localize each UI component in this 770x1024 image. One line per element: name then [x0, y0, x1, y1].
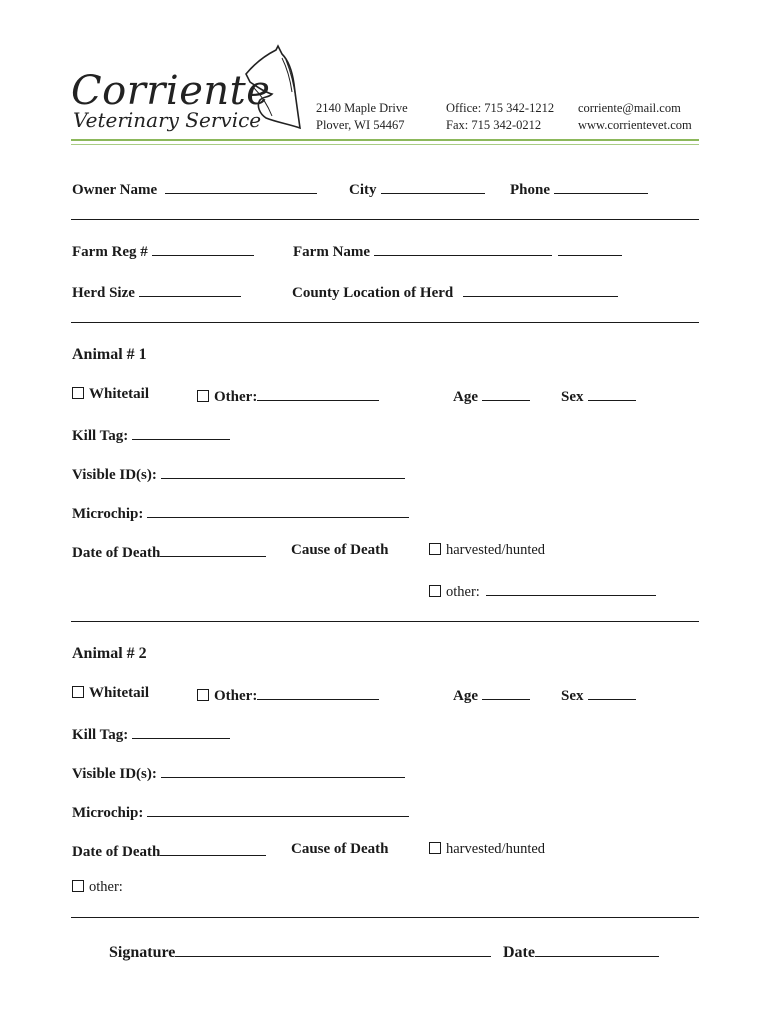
farm-name-label: Farm Name: [293, 244, 371, 260]
animal2-age-label: Age: [453, 688, 478, 704]
animal2-visible-ids-label: Visible ID(s):: [72, 766, 157, 782]
owner-name-field[interactable]: [72, 179, 317, 199]
animal2-microchip-label: Microchip:: [72, 805, 144, 821]
animal1-cause-of-death-label: Cause of Death: [291, 542, 389, 558]
animal2-cause-of-death-label: Cause of Death: [291, 841, 389, 857]
checkbox-icon: [429, 543, 441, 555]
signature-field[interactable]: [109, 942, 491, 962]
horse-head-icon: [238, 44, 302, 132]
animal1-title: Animal # 1: [72, 346, 147, 363]
animal1-sex-label: Sex: [561, 389, 584, 405]
section-divider: [71, 322, 699, 323]
city-field[interactable]: [349, 179, 485, 199]
county-label: County Location of Herd: [292, 285, 454, 301]
animal1-microchip-field[interactable]: [72, 503, 409, 523]
section-divider: [71, 621, 699, 622]
farm-reg-field[interactable]: [72, 241, 254, 261]
owner-name-label: Owner Name: [72, 182, 158, 198]
animal1-whitetail-label: Whitetail: [89, 386, 149, 402]
address-line2: Plover, WI 54467: [316, 118, 405, 132]
fax-number: Fax: 715 342-0212: [446, 118, 542, 132]
animal2-kill-tag-label: Kill Tag:: [72, 727, 129, 743]
checkbox-icon: [72, 387, 84, 399]
animal2-sex-field[interactable]: [561, 685, 636, 705]
phone-label: Phone: [510, 182, 551, 198]
address-line1: 2140 Maple Drive: [316, 101, 408, 115]
animal1-date-of-death-field[interactable]: [72, 542, 266, 562]
animal2-date-of-death-label: Date of Death: [72, 844, 161, 860]
herd-size-field[interactable]: [72, 282, 241, 302]
checkbox-icon: [429, 842, 441, 854]
animal1-visible-ids-label: Visible ID(s):: [72, 467, 157, 483]
logo-title: Corriente: [71, 68, 271, 114]
herd-size-label: Herd Size: [72, 285, 135, 301]
email-address: corriente@mail.com: [578, 101, 681, 115]
header-divider-thin: [71, 144, 699, 145]
animal2-cause-other-checkbox[interactable]: [72, 879, 123, 896]
header-divider: [71, 139, 699, 141]
section-divider: [71, 917, 699, 918]
animal2-other-label: Other:: [214, 688, 258, 704]
city-label: City: [349, 182, 377, 198]
animal1-age-field[interactable]: [453, 386, 530, 406]
animal2-visible-ids-field[interactable]: [72, 763, 405, 783]
animal1-other-checkbox[interactable]: [197, 386, 379, 406]
animal2-cause-other-label: other:: [89, 879, 123, 895]
animal2-age-field[interactable]: [453, 685, 530, 705]
signature-label: Signature: [109, 944, 176, 961]
animal1-whitetail-checkbox[interactable]: [72, 386, 149, 403]
animal2-sex-label: Sex: [561, 688, 584, 704]
animal2-kill-tag-field[interactable]: [72, 724, 230, 744]
checkbox-icon: [197, 390, 209, 402]
animal2-other-checkbox[interactable]: [197, 685, 379, 705]
animal2-title: Animal # 2: [72, 645, 147, 662]
animal1-kill-tag-label: Kill Tag:: [72, 428, 129, 444]
website-url: www.corrientevet.com: [578, 118, 692, 132]
animal1-sex-field[interactable]: [561, 386, 636, 406]
date-label: Date: [503, 944, 535, 961]
date-field[interactable]: [503, 942, 659, 962]
animal2-harvested-checkbox[interactable]: [429, 841, 545, 858]
animal1-visible-ids-field[interactable]: [72, 464, 405, 484]
phone-field[interactable]: [510, 179, 648, 199]
county-field[interactable]: [292, 282, 618, 302]
animal2-date-of-death-field[interactable]: [72, 841, 266, 861]
logo-subtitle: Veterinary Service: [73, 108, 262, 132]
animal1-date-of-death-label: Date of Death: [72, 545, 161, 561]
animal2-microchip-field[interactable]: [72, 802, 409, 822]
animal2-whitetail-label: Whitetail: [89, 685, 149, 701]
animal1-harvested-label: harvested/hunted: [446, 542, 546, 558]
animal1-kill-tag-field[interactable]: [72, 425, 230, 445]
checkbox-icon: [72, 686, 84, 698]
animal2-harvested-label: harvested/hunted: [446, 841, 546, 857]
checkbox-icon: [429, 585, 441, 597]
animal1-harvested-checkbox[interactable]: [429, 542, 545, 559]
office-phone: Office: 715 342-1212: [446, 101, 555, 115]
animal1-other-label: Other:: [214, 389, 258, 405]
checkbox-icon: [72, 880, 84, 892]
checkbox-icon: [197, 689, 209, 701]
animal1-cause-other-checkbox[interactable]: [429, 581, 656, 601]
animal1-cause-other-label: other:: [446, 584, 480, 600]
animal1-microchip-label: Microchip:: [72, 506, 144, 522]
farm-name-field[interactable]: [293, 241, 622, 261]
farm-reg-label: Farm Reg #: [72, 244, 148, 260]
section-divider: [71, 219, 699, 220]
animal2-whitetail-checkbox[interactable]: [72, 685, 149, 702]
animal1-age-label: Age: [453, 389, 478, 405]
